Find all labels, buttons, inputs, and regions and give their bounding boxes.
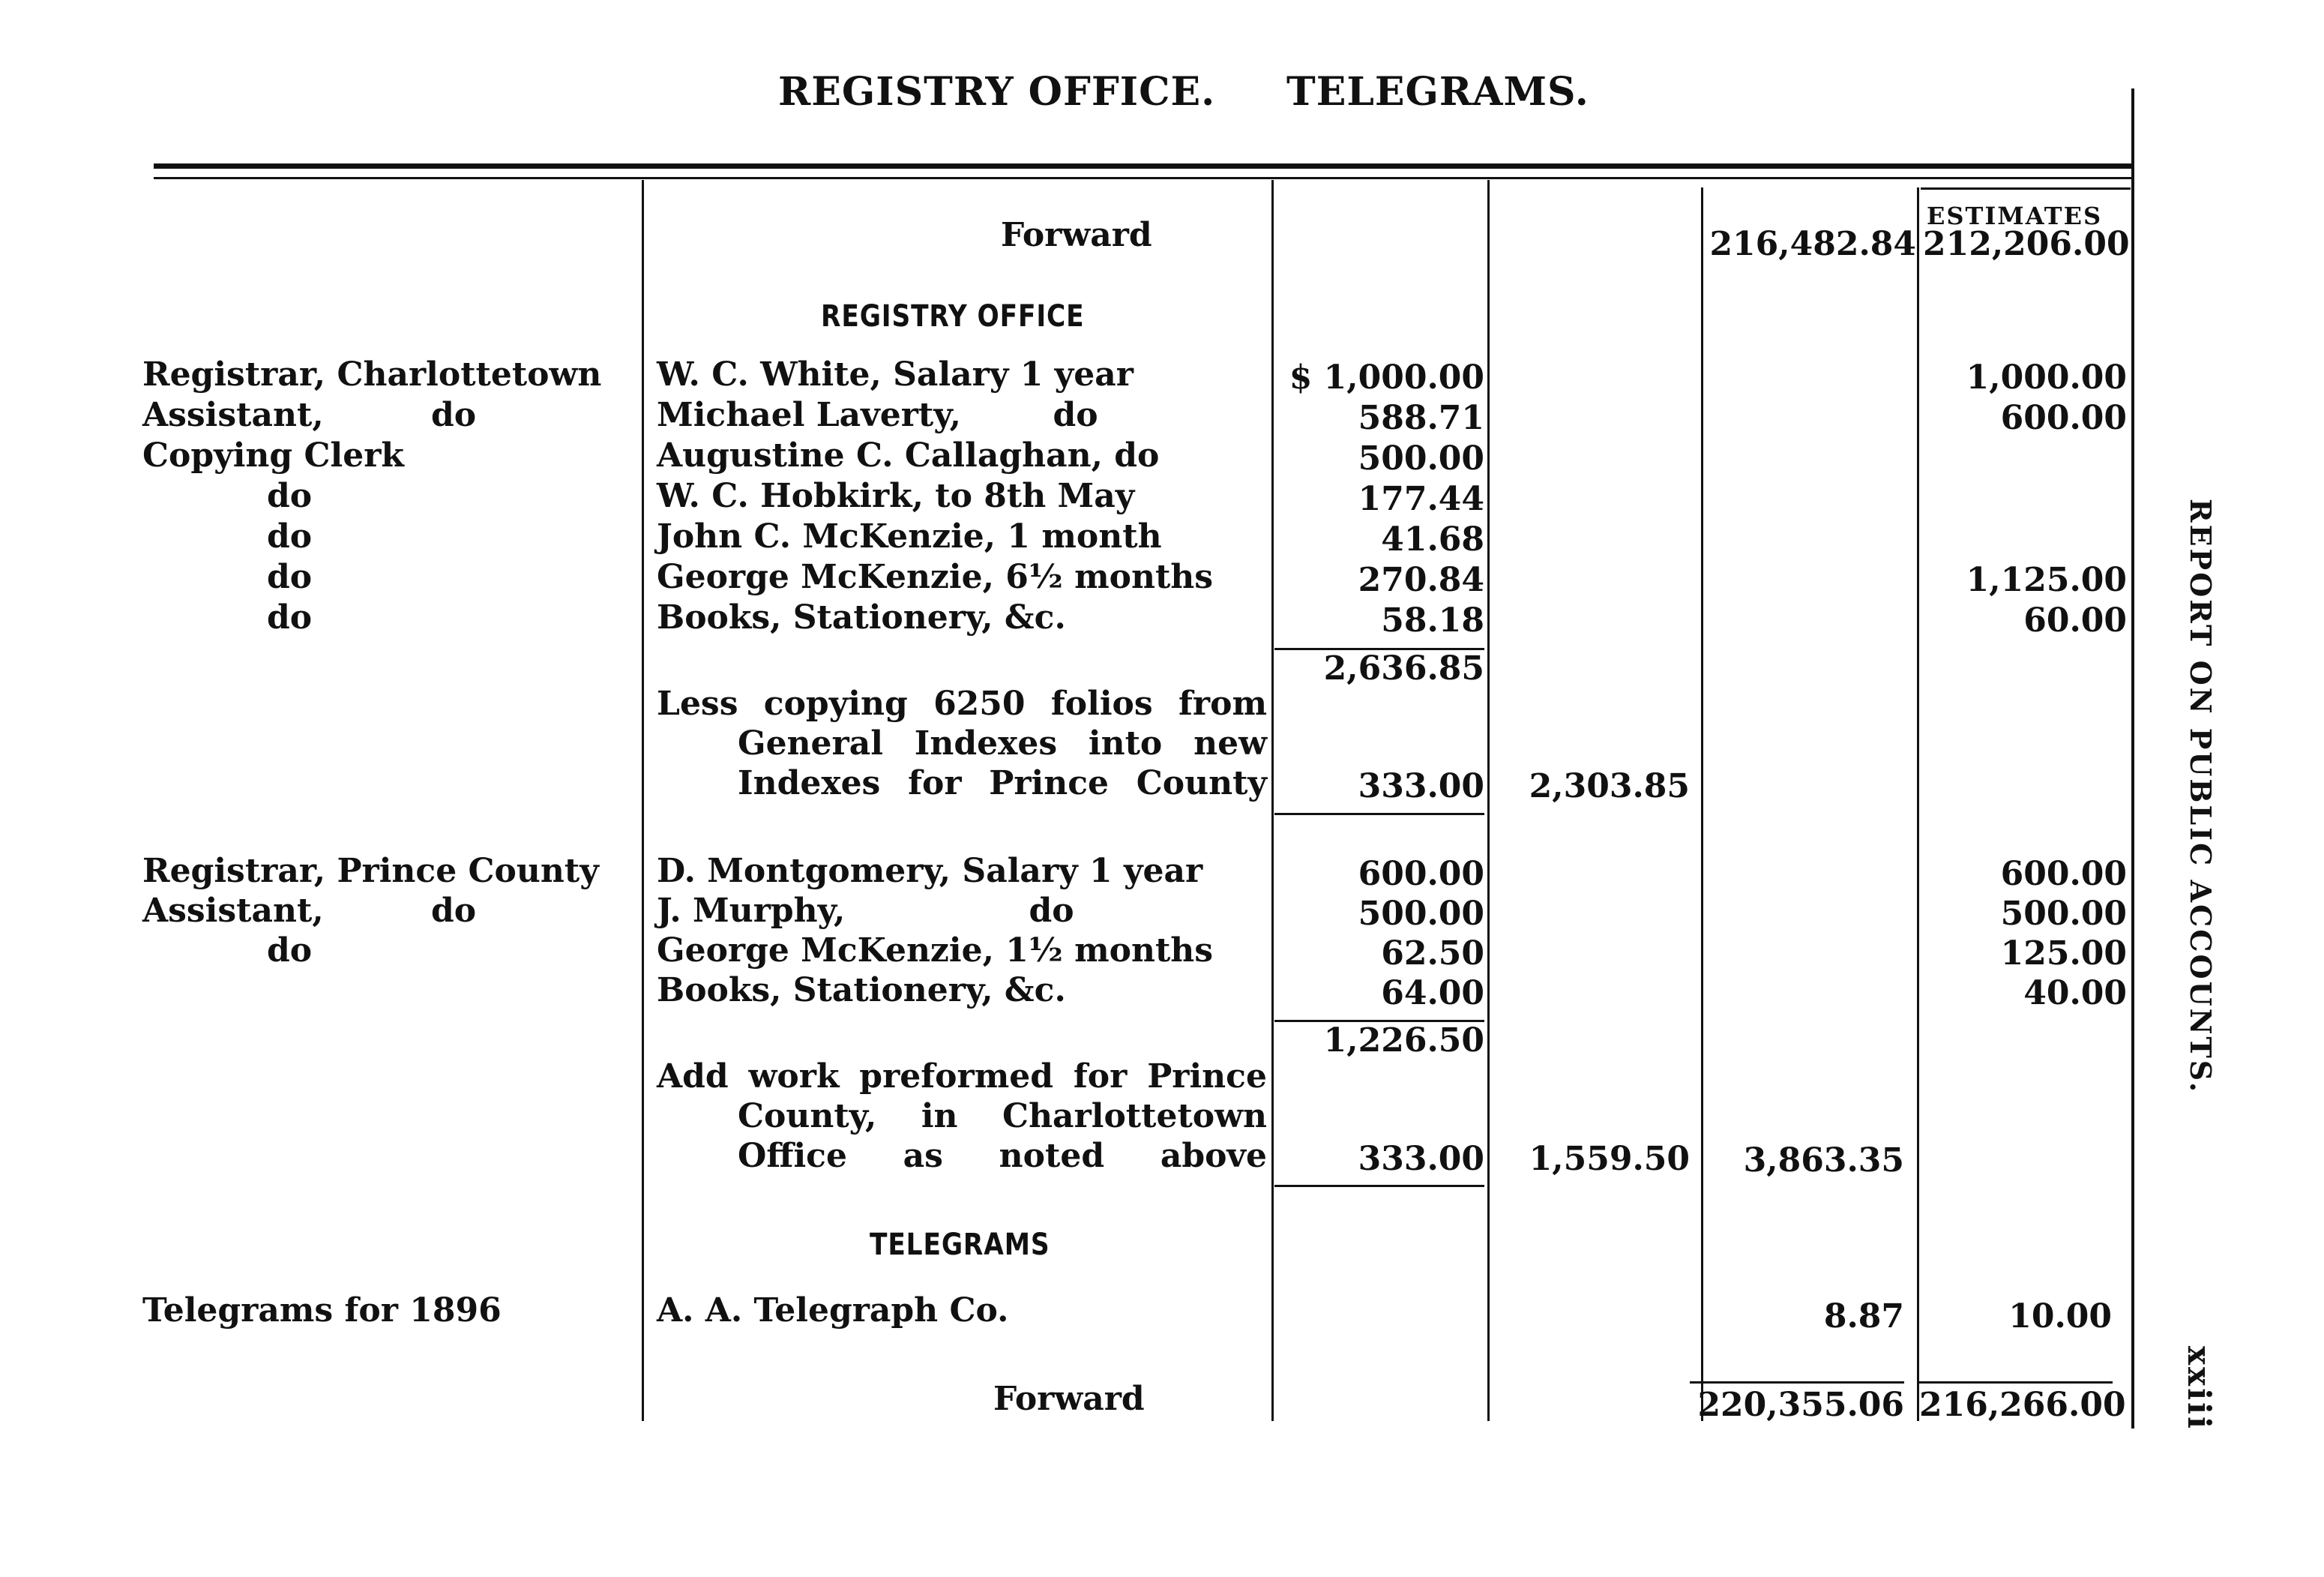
prince-sum: 1,226.50 — [1323, 1021, 1484, 1060]
forward-top-estimate: 212,206.00 — [1923, 225, 2130, 263]
forward-estimate-rule — [1919, 1381, 2113, 1384]
justified-line — [738, 724, 1267, 763]
payee-detail: George McKenzie, 1½ months — [657, 931, 1214, 970]
amount-value: 62.50 — [1381, 934, 1484, 973]
payee-detail: W. C. White, Salary 1 year — [657, 355, 1134, 394]
estimate-value: 1,125.00 — [1966, 561, 2127, 599]
justified-word: Indexes — [914, 724, 1058, 763]
justified-line — [738, 764, 1267, 803]
estimates-top-rule — [1921, 187, 2131, 190]
justified-word: into — [1088, 724, 1163, 763]
amount-value: 588.71 — [1358, 399, 1484, 437]
justified-word: Indexes — [738, 764, 881, 802]
ditto-mark: do — [431, 396, 477, 434]
justified-line — [738, 1097, 1267, 1136]
column-rule-estimates — [1917, 187, 1919, 1421]
justified-word: Office — [738, 1137, 847, 1175]
add-work-rule — [1274, 1185, 1484, 1187]
amount-value: 500.00 — [1358, 439, 1484, 478]
payee-detail: Books, Stationery, &c. — [657, 971, 1066, 1009]
column-rule-amount — [1271, 180, 1274, 1421]
justified-word: General — [738, 724, 883, 763]
justified-word: Less — [657, 685, 738, 723]
add-work-subtotal: 1,559.50 — [1529, 1140, 1690, 1178]
justified-word: for — [1073, 1057, 1128, 1096]
office-label: Copying Clerk — [142, 436, 404, 475]
justified-word: preformed — [859, 1057, 1054, 1096]
forward-total-rule — [1690, 1381, 1904, 1384]
ditto-mark: do — [267, 477, 313, 515]
amount-value: 177.44 — [1358, 480, 1484, 518]
amount-value: 41.68 — [1381, 520, 1484, 559]
ditto-mark: do — [267, 517, 313, 556]
amount-value: $ 1,000.00 — [1289, 358, 1484, 397]
add-work-amount: 333.00 — [1358, 1140, 1484, 1178]
payee-detail: John C. McKenzie, 1 month — [657, 517, 1162, 556]
estimate-value: 600.00 — [2000, 855, 2127, 893]
justified-word: folios — [1050, 685, 1153, 723]
justified-word: Charlottetown — [1002, 1097, 1267, 1135]
telegrams-estimate: 10.00 — [2008, 1297, 2112, 1336]
estimate-value: 1,000.00 — [1966, 358, 2127, 397]
registry-office-heading: REGISTRY OFFICE — [821, 299, 1085, 334]
telegrams-total: 8.87 — [1823, 1297, 1904, 1336]
payee-detail: J. Murphy, do — [657, 892, 1074, 930]
payee-detail: Books, Stationery, &c. — [657, 598, 1066, 637]
less-copying-rule — [1274, 813, 1484, 815]
justified-word: Add — [657, 1057, 729, 1096]
payee-detail: D. Montgomery, Salary 1 year — [657, 852, 1203, 890]
telegrams-office: Telegrams for 1896 — [142, 1291, 502, 1330]
justified-word: as — [903, 1137, 943, 1175]
justified-word: 6250 — [933, 685, 1026, 723]
office-label: Assistant, — [142, 892, 324, 930]
justified-word: for — [908, 764, 962, 802]
justified-word: Prince — [1147, 1057, 1267, 1096]
column-rule-detail — [642, 180, 644, 1421]
forward-top-total: 216,482.84 — [1709, 225, 1916, 263]
top-rule-thick — [154, 163, 2133, 169]
column-rule-subtotal — [1487, 180, 1490, 1421]
justified-word: new — [1193, 724, 1267, 763]
justified-word: noted — [999, 1137, 1105, 1175]
page-title-telegrams: TELEGRAMS. — [1286, 69, 1589, 115]
estimate-value: 40.00 — [2023, 974, 2127, 1012]
page-title-registry: REGISTRY OFFICE. — [778, 69, 1216, 115]
justified-line — [657, 685, 1267, 724]
telegrams-heading: TELEGRAMS — [870, 1228, 1050, 1262]
ditto-mark: do — [431, 892, 477, 930]
registry-office-total: 3,863.35 — [1743, 1141, 1904, 1180]
column-rule-right — [2131, 88, 2134, 1429]
justified-word: above — [1160, 1137, 1267, 1175]
amount-value: 58.18 — [1381, 601, 1484, 640]
estimate-value: 600.00 — [2000, 399, 2127, 437]
ditto-mark: do — [267, 558, 313, 596]
top-rule-thin — [154, 177, 2133, 179]
estimate-value: 500.00 — [2000, 895, 2127, 933]
less-copying-amount: 333.00 — [1358, 767, 1484, 805]
justified-word: work — [748, 1057, 840, 1096]
telegrams-detail: A. A. Telegraph Co. — [657, 1291, 1009, 1330]
page-number: xxiii — [2181, 1346, 2218, 1431]
estimate-value: 60.00 — [2023, 601, 2127, 640]
payee-detail: Augustine C. Callaghan, do — [657, 436, 1160, 475]
ditto-mark: do — [267, 931, 313, 970]
payee-detail: W. C. Hobkirk, to 8th May — [657, 477, 1135, 515]
ditto-mark: do — [267, 598, 313, 637]
payee-detail: Michael Laverty, do — [657, 396, 1098, 434]
justified-word: copying — [763, 685, 908, 723]
justified-word: County, — [738, 1097, 877, 1135]
amount-value: 500.00 — [1358, 895, 1484, 933]
forward-bottom-label: Forward — [993, 1380, 1145, 1418]
justified-word: from — [1178, 685, 1267, 723]
office-label: Registrar, Charlottetown — [142, 355, 602, 394]
amount-value: 270.84 — [1358, 561, 1484, 599]
payee-detail: George McKenzie, 6½ months — [657, 558, 1214, 596]
side-report-text: REPORT ON PUBLIC ACCOUNTS. — [2184, 499, 2218, 1095]
less-copying-subtotal: 2,303.85 — [1529, 767, 1690, 805]
justified-line — [657, 1057, 1267, 1096]
justified-word: County — [1136, 764, 1267, 802]
estimate-value: 125.00 — [2000, 934, 2127, 973]
forward-bottom-estimate: 216,266.00 — [1919, 1386, 2126, 1424]
justified-word: in — [921, 1097, 958, 1135]
office-label: Assistant, — [142, 396, 324, 434]
estimates-header: ESTIMATES — [1927, 202, 2103, 230]
forward-top-label: Forward — [1001, 216, 1152, 254]
charlottetown-sum: 2,636.85 — [1323, 649, 1484, 688]
amount-value: 600.00 — [1358, 855, 1484, 893]
office-label: Registrar, Prince County — [142, 852, 599, 890]
justified-line — [738, 1137, 1267, 1176]
column-rule-total — [1701, 187, 1703, 1421]
justified-word: Prince — [989, 764, 1110, 802]
forward-bottom-total: 220,355.06 — [1697, 1386, 1904, 1424]
amount-value: 64.00 — [1381, 974, 1484, 1012]
